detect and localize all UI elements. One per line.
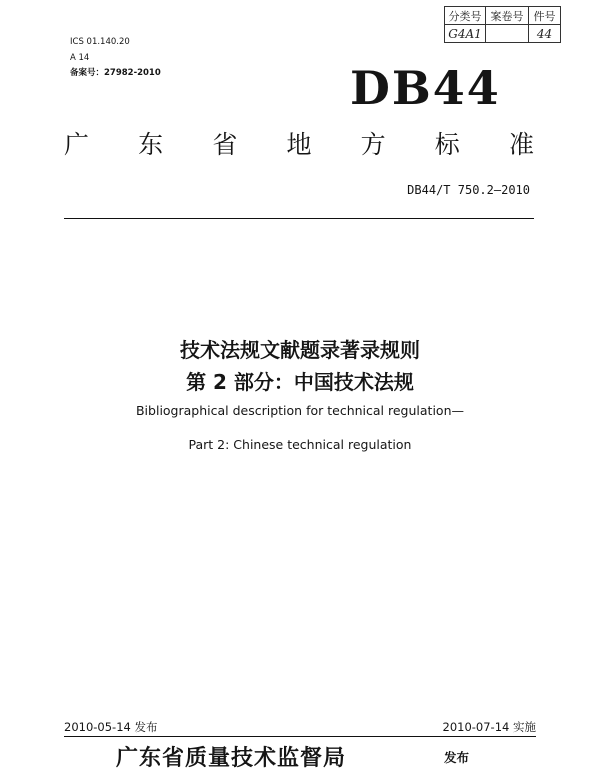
issue-date: 2010-05-14 发布 bbox=[64, 720, 158, 734]
ics-code: ICS 01.140.20 bbox=[70, 37, 130, 47]
stamp-value-row bbox=[445, 25, 561, 43]
english-title-line-2: Part 2: Chinese technical regulation bbox=[188, 437, 412, 452]
stamp-header-file-no: 案卷号 bbox=[486, 7, 529, 25]
english-title-line-1: Bibliographical description for technical regulation— bbox=[135, 403, 464, 418]
stamp-value-classification: G4A1 bbox=[445, 25, 486, 43]
db44-mark: DB44 bbox=[350, 61, 501, 115]
category-code: A 14 bbox=[70, 53, 90, 63]
stamp-value-item-no: 44 bbox=[529, 25, 561, 43]
title-char: 广 bbox=[64, 130, 90, 159]
title-char: 东 bbox=[138, 130, 164, 159]
stamp-value-file-no bbox=[486, 25, 529, 43]
title-char: 省 bbox=[212, 130, 238, 159]
footer-divider bbox=[64, 736, 536, 737]
title-char: 地 bbox=[286, 130, 312, 159]
chinese-title-line-2: 第 2 部分：中国技术法规 bbox=[186, 370, 414, 394]
record-number: 备案号：27982-2010 bbox=[70, 68, 161, 78]
issue-label: 发布 bbox=[444, 750, 470, 765]
provincial-standard-title bbox=[64, 125, 534, 161]
title-char: 标 bbox=[434, 130, 460, 159]
archive-stamp-table bbox=[444, 6, 561, 43]
standard-number: DB44/T 750.2—2010 bbox=[407, 183, 530, 197]
title-char: 方 bbox=[360, 130, 386, 159]
chinese-title-line-1: 技术法规文献题录著录规则 bbox=[180, 338, 420, 362]
title-char: 准 bbox=[508, 130, 534, 159]
issuing-authority: 广东省质量技术监督局 bbox=[116, 745, 347, 771]
stamp-header-row bbox=[445, 7, 561, 25]
header-divider bbox=[64, 218, 534, 219]
stamp-header-item-no: 件号 bbox=[529, 7, 561, 25]
stamp-header-classification: 分类号 bbox=[445, 7, 486, 25]
implementation-date: 2010-07-14 实施 bbox=[442, 720, 536, 734]
